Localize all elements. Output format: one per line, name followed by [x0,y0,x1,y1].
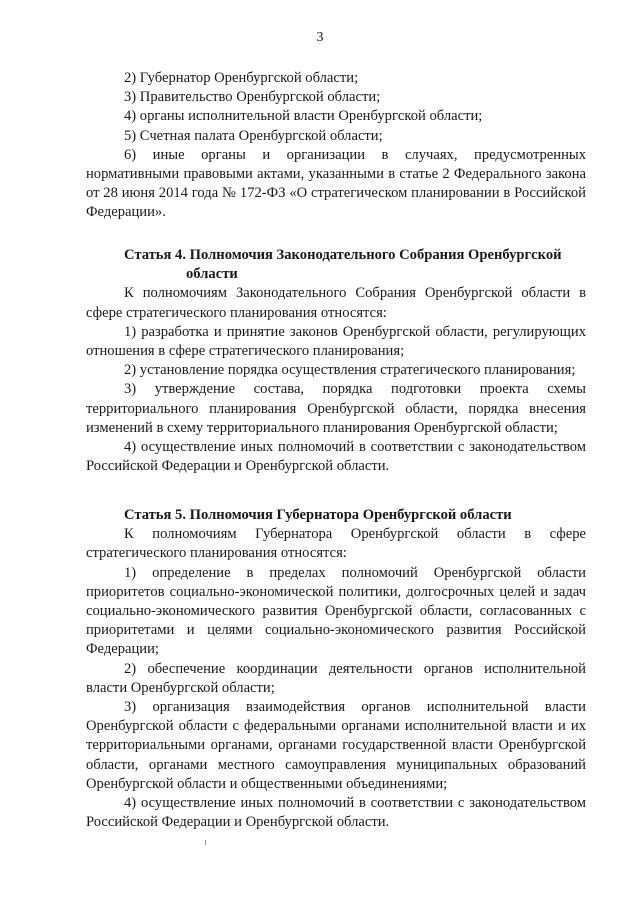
list-intro [86,69,586,223]
list-item: 4) органы исполнительной власти Оренбургской области; [124,108,483,125]
article-4 [86,246,586,476]
article-5 [86,506,586,832]
list-item: 3) Правительство Оренбургской области; [124,89,381,106]
list-item: 2) Губернатор Оренбургской области; [124,70,359,86]
article-4-intro: К полномочиям Законодательного Собрания Оренбургской области в сфере стратегического планирования относятся: [86,285,586,321]
list-item: 3) утверждение состава, порядка подготовки проекта схемы территориального планирования Оренбургской области, порядка внесения изменений в схему территориального планирования Оренбургской области; [86,381,586,436]
article-4-title-line2: области [186,266,238,283]
list-item: 6) иные органы и организации в случаях, предусмотренных нормативными правовыми актами, указанными в статье 2 Федерального закона от 28 июня 2014 года № 172-ФЗ «О стратегическом планировании в Российской Федерации». [86,146,586,221]
list-item: 4) осуществление иных полномочий в соответствии с законодательством Российской Федерации и Оренбургской области. [86,795,586,831]
list-item: 4) осуществление иных полномочий в соответствии с законодательством Российской Федерации и Оренбургской области. [86,439,586,475]
article-4-title [86,246,586,284]
list-item: 1) определение в пределах полномочий Оренбургской области приоритетов социально-экономической политики, долгосрочных целей и задач социально-экономического развития Оренбургской области, согласованных с приоритетами и целями социально-экономического развития Российской Федерации; [86,564,586,658]
list-item: 1) разработка и принятие законов Оренбургской области, регулирующих отношения в сфере стратегического планирования; [86,323,586,360]
list-item: 5) Счетная палата Оренбургской области; [124,127,383,144]
list-item: 2) установление порядка осуществления стратегического планирования; [124,362,576,379]
page-number: 3 [316,30,324,45]
scan-mark [205,840,206,845]
article-4-title-line1: Статья 4. Полномочия Законодательного Собрания Оренбургской [124,247,562,263]
article-5-title: Статья 5. Полномочия Губернатора Оренбургской области [124,507,512,523]
list-item: 2) обеспечение координации деятельности органов исполнительной власти Оренбургской области; [86,660,586,696]
article-5-intro: К полномочиям Губернатора Оренбургской области в сфере стратегического планирования относятся: [86,526,586,562]
list-item: 3) организация взаимодействия органов исполнительной власти Оренбургской области с федеральными органами исполнительной власти и их территориальными органами, органами государственной власти Оренбургской области, органами местного самоуправления муниципальных образований Оренбургской области и общественными объединениями; [86,699,586,792]
